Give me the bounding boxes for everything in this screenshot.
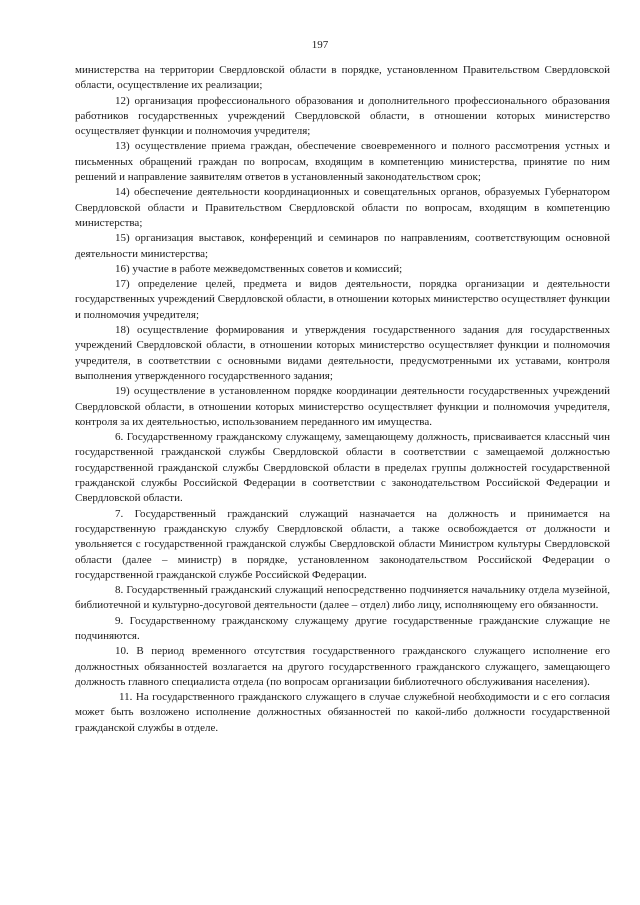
paragraph-section-11: 11. На государственного гражданского служащего в случае служебной необходимости и с его согласия может быть возложено исполнение должностных обязанностей по какой-либо должности государственной гражданской службы в отделе. — [75, 691, 610, 734]
document-body — [75, 63, 610, 736]
paragraph-item-12: 12) организация профессионального образования и дополнительного профессионального образования работников государственных учреждений Свердловской области, в отношении которых министерство осуществляет функции и полномочия учредителя; — [75, 94, 610, 138]
paragraph-continuation: министерства на территории Свердловской области в порядке, установленном Правительством Свердловской области, осуществление их реализации; — [75, 64, 610, 92]
page-number: 197 — [311, 39, 329, 51]
paragraph-item-17: 17) определение целей, предмета и видов деятельности, порядка организации и деятельности государственных учреждений Свердловской области, в отношении которых министерство осуществляет функции и полномочия учредителя; — [75, 278, 610, 321]
paragraph-section-7: 7. Государственный гражданский служащий назначается на должность и принимается на государственную гражданскую службу Свердловской области, а также освобождается от должности и увольняется с государственной гражданской службы Свердловской области Министром культуры Свердловской области (далее – министр) в порядке, установленном законодательством Российской Федерации о государственной гражданской службе Российской Федерации. — [75, 507, 610, 581]
paragraph-section-6: 6. Государственному гражданскому служащему, замещающему должность, присваивается классный чин государственной гражданской службы Свердловской области в соответствии с замещаемой должностью государственной гражданской службы Свердловской области в пределах группы должностей государственной гражданской службы Российской Федерации в соответствии с законодательством Российской Федерации и Свердловской области. — [75, 431, 610, 505]
paragraph-item-19: 19) осуществление в установленном порядке координации деятельности государственных учреждений Свердловской области, в отношении которых министерство осуществляет функции и полномочия учредителя, контроля за их деятельностью, использованием переданного им имущества. — [75, 385, 610, 428]
paragraph-section-8: 8. Государственный гражданский служащий непосредственно подчиняется начальнику отдела музейной, библиотечной и культурно-досуговой деятельности (далее – отдел) либо лицу, исполняющему его обязанности. — [75, 584, 610, 612]
paragraph-item-13: 13) осуществление приема граждан, обеспечение своевременного и полного рассмотрения устных и письменных обращений граждан по вопросам, входящим в компетенцию министерства, принятие по ним решений и направление заявителям ответов в установленный законодательством срок; — [75, 140, 610, 184]
paragraph-item-14: 14) обеспечение деятельности координационных и совещательных органов, образуемых Губернатором Свердловской области и Правительством Свердловской области по вопросам, входящим в компетенцию министерства; — [75, 186, 610, 229]
paragraph-section-10: 10. В период временного отсутствия государственного гражданского служащего исполнение его должностных обязанностей возлагается на другого государственного гражданского служащего, замещающего должность главного специалиста отдела (по вопросам организации библиотечного обслуживания населения). — [75, 645, 610, 688]
paragraph-item-18: 18) осуществление формирования и утверждения государственного задания для государственных учреждений Свердловской области, в отношении которых министерство осуществляет функции и полномочия учредителя, в соответствии с основными видами деятельности, предусмотренными их уставами, контроля выполнения утвержденного государственного задания; — [75, 324, 610, 382]
paragraph-item-15: 15) организация выставок, конференций и семинаров по направлениям, соответствующим основной деятельности министерства; — [75, 232, 610, 260]
paragraph-section-9: 9. Государственному гражданскому служащему другие государственные гражданские служащие не подчиняются. — [75, 614, 610, 642]
paragraph-item-16: 16) участие в работе межведомственных советов и комиссий; — [115, 262, 403, 275]
